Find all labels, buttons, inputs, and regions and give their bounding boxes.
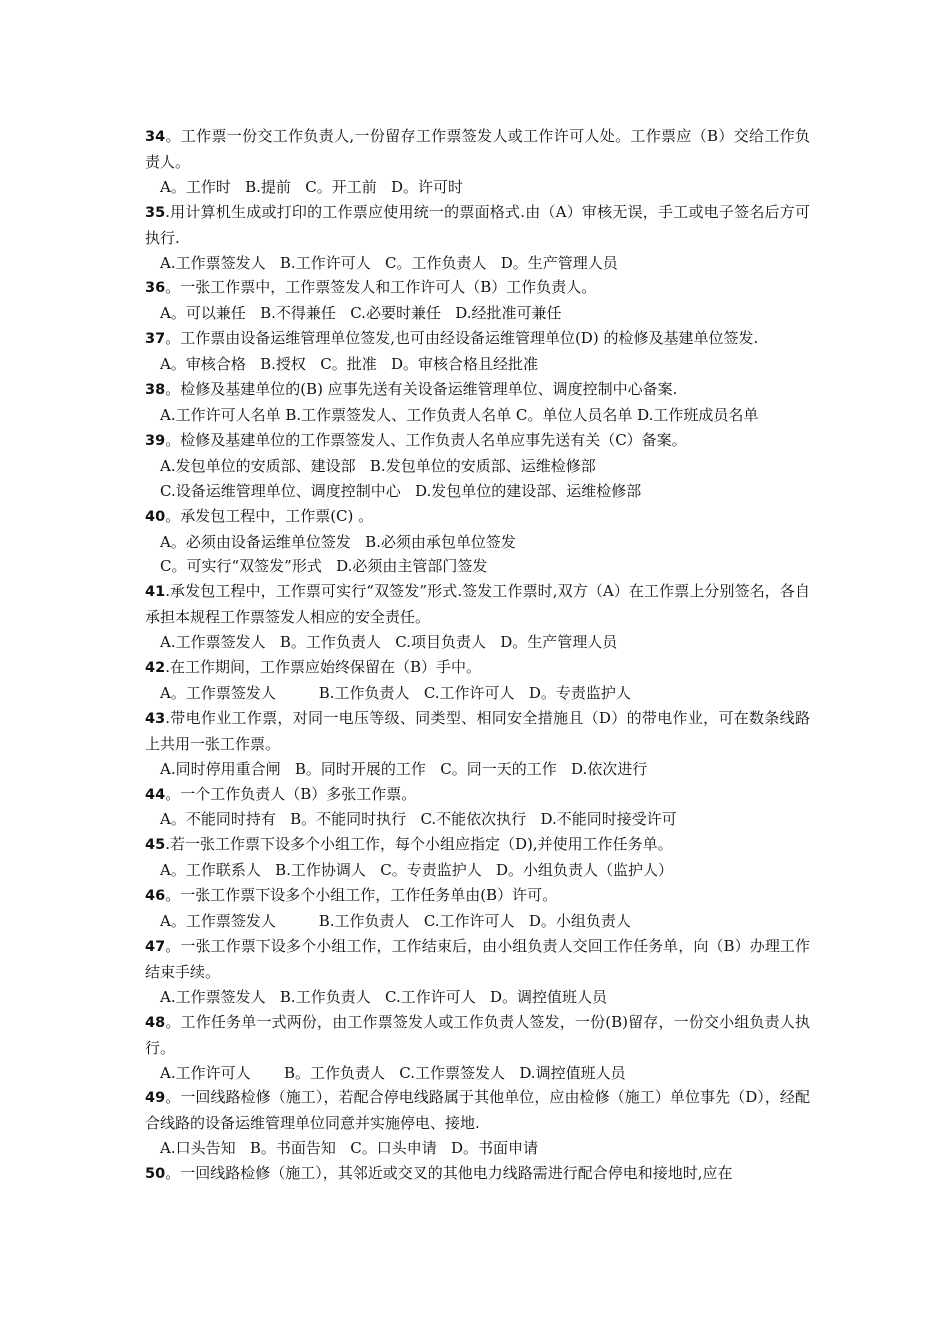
question-text: 。一张工作票下设多个小组工作，工作任务单由(B）许可。 bbox=[165, 886, 558, 905]
question-46 bbox=[145, 883, 810, 909]
question-number: 34 bbox=[145, 129, 166, 145]
question-number: 38 bbox=[145, 382, 166, 399]
question-number: 36 bbox=[145, 280, 166, 297]
question-text: 。工作任务单一式两份，由工作票签发人或工作负责人签发，一份(B)留存，一份交小组负责人执行。 bbox=[145, 1012, 810, 1057]
question-text: .带电作业工作票，对同一电压等级、同类型、相同安全措施且（D）的带电作业，可在数条线路上共用一张工作票。 bbox=[145, 708, 810, 753]
document-page bbox=[145, 124, 810, 1187]
question-text: 。一回线路检修（施工），其邻近或交叉的其他电力线路需进行配合停电和接地时,应在 bbox=[165, 1164, 733, 1183]
question-number: 44 bbox=[145, 786, 166, 803]
answer-options: A.工作票签发人 B.工作许可人 C。工作负责人 D。生产管理人员 bbox=[160, 253, 618, 272]
answer-options: A。工作时 B.提前 C。开工前 D。许可时 bbox=[160, 177, 464, 196]
question-37 bbox=[145, 326, 810, 352]
question-number: 50 bbox=[145, 1166, 166, 1183]
question-42 bbox=[145, 655, 810, 681]
question-38 bbox=[145, 377, 810, 403]
question-34 bbox=[145, 124, 810, 175]
question-49 bbox=[145, 1085, 810, 1136]
question-text: 。一张工作票下设多个小组工作，工作结束后，由小组负责人交回工作任务单，向（B）办理工作结束手续。 bbox=[145, 937, 810, 981]
question-number: 35 bbox=[145, 204, 166, 221]
question-36 bbox=[145, 275, 810, 301]
question-text: 。检修及基建单位的工作票签发人、工作负责人名单应事先送有关（C）备案。 bbox=[165, 430, 687, 449]
answer-options: C。可实行“双签发”形式 D.必须由主管部门签发 bbox=[160, 557, 488, 576]
question-text: .在工作期间，工作票应始终保留在（B）手中。 bbox=[165, 658, 481, 677]
question-text: 。一回线路检修（施工），若配合停电线路属于其他单位，应由检修（施工）单位事先（D），经配合线路的设备运维管理单位同意并实施停电、接地. bbox=[145, 1088, 810, 1133]
question-number: 42 bbox=[145, 660, 166, 677]
answer-options: A。审核合格 B.授权 C。批准 D。审核合格且经批准 bbox=[160, 355, 539, 374]
question-50 bbox=[145, 1161, 810, 1187]
answer-options: A.同时停用重合闸 B。同时开展的工作 C。同一天的工作 D.依次进行 bbox=[160, 759, 648, 778]
question-41 bbox=[145, 579, 810, 630]
answer-options: A。工作联系人 B.工作协调人 C。专责监护人 D。小组负责人（监护人） bbox=[160, 861, 674, 880]
question-35 bbox=[145, 200, 810, 251]
question-text: .用计算机生成或打印的工作票应使用统一的票面格式.由（A）审核无误，手工或电子签名后方可执行. bbox=[145, 202, 810, 247]
answer-options: A.工作许可人 B。工作负责人 C.工作票签发人 D.调控值班人员 bbox=[160, 1063, 626, 1082]
question-text: 。承发包工程中，工作票(C) 。 bbox=[165, 506, 374, 525]
answer-options: A。工作票签发人 B.工作负责人 C.工作许可人 D。专责监护人 bbox=[160, 683, 631, 702]
question-45 bbox=[145, 832, 810, 858]
answer-options: A.发包单位的安质部、建设部 B.发包单位的安质部、运维检修部 bbox=[160, 456, 596, 475]
question-number: 49 bbox=[145, 1090, 166, 1107]
answer-options: A.工作许可人名单 B.工作票签发人、工作负责人名单 C。单位人员名单 D.工作班成员名单 bbox=[160, 405, 759, 424]
question-number: 45 bbox=[145, 837, 166, 854]
question-47 bbox=[145, 934, 810, 985]
question-text: 。工作票由设备运维管理单位签发,也可由经设备运维管理单位(D) 的检修及基建单位签发. bbox=[165, 329, 759, 348]
question-text: 。一张工作票中，工作票签发人和工作许可人（B）工作负责人。 bbox=[165, 278, 597, 297]
question-text: 。工作票一份交工作负责人,一份留存工作票签发人或工作许可人处。工作票应（B）交给工作负责人。 bbox=[145, 127, 810, 171]
answer-options: A.工作票签发人 B。工作负责人 C.项目负责人 D。生产管理人员 bbox=[160, 633, 618, 652]
question-40 bbox=[145, 504, 810, 530]
question-44 bbox=[145, 782, 810, 808]
question-text: .若一张工作票下设多个小组工作，每个小组应指定（D),并使用工作任务单。 bbox=[165, 835, 673, 854]
question-number: 46 bbox=[145, 888, 166, 905]
answer-options: A。不能同时持有 B。不能同时执行 C.不能依次执行 D.不能同时接受许可 bbox=[160, 810, 677, 829]
answer-options: A。工作票签发人 B.工作负责人 C.工作许可人 D。小组负责人 bbox=[160, 912, 631, 931]
question-number: 41 bbox=[145, 584, 166, 601]
question-number: 43 bbox=[145, 710, 166, 727]
question-number: 39 bbox=[145, 432, 166, 449]
answer-options: C.设备运维管理单位、调度控制中心 D.发包单位的建设部、运维检修部 bbox=[160, 481, 642, 500]
answer-options: A.口头告知 B。书面告知 C。口头申请 D。书面申请 bbox=[160, 1139, 539, 1158]
question-number: 40 bbox=[145, 508, 166, 525]
question-39 bbox=[145, 428, 810, 454]
answer-options: A.工作票签发人 B.工作负责人 C.工作许可人 D。调控值班人员 bbox=[160, 987, 608, 1006]
question-48 bbox=[145, 1010, 810, 1061]
question-number: 47 bbox=[145, 939, 166, 955]
question-text: 。一个工作负责人（B）多张工作票。 bbox=[165, 784, 417, 803]
question-text: .承发包工程中，工作票可实行“双签发”形式.签发工作票时,双方（A）在工作票上分别签名，各自承担本规程工作票签发人相应的安全责任。 bbox=[145, 582, 810, 627]
question-text: 。检修及基建单位的(B) 应事先送有关设备运维管理单位、调度控制中心备案. bbox=[165, 380, 678, 399]
question-number: 48 bbox=[145, 1014, 166, 1031]
question-number: 37 bbox=[145, 331, 166, 348]
answer-options: A。可以兼任 B.不得兼任 C.必要时兼任 D.经批准可兼任 bbox=[160, 304, 562, 323]
question-43 bbox=[145, 706, 810, 757]
answer-options: A。必须由设备运维单位签发 B.必须由承包单位签发 bbox=[160, 532, 516, 551]
